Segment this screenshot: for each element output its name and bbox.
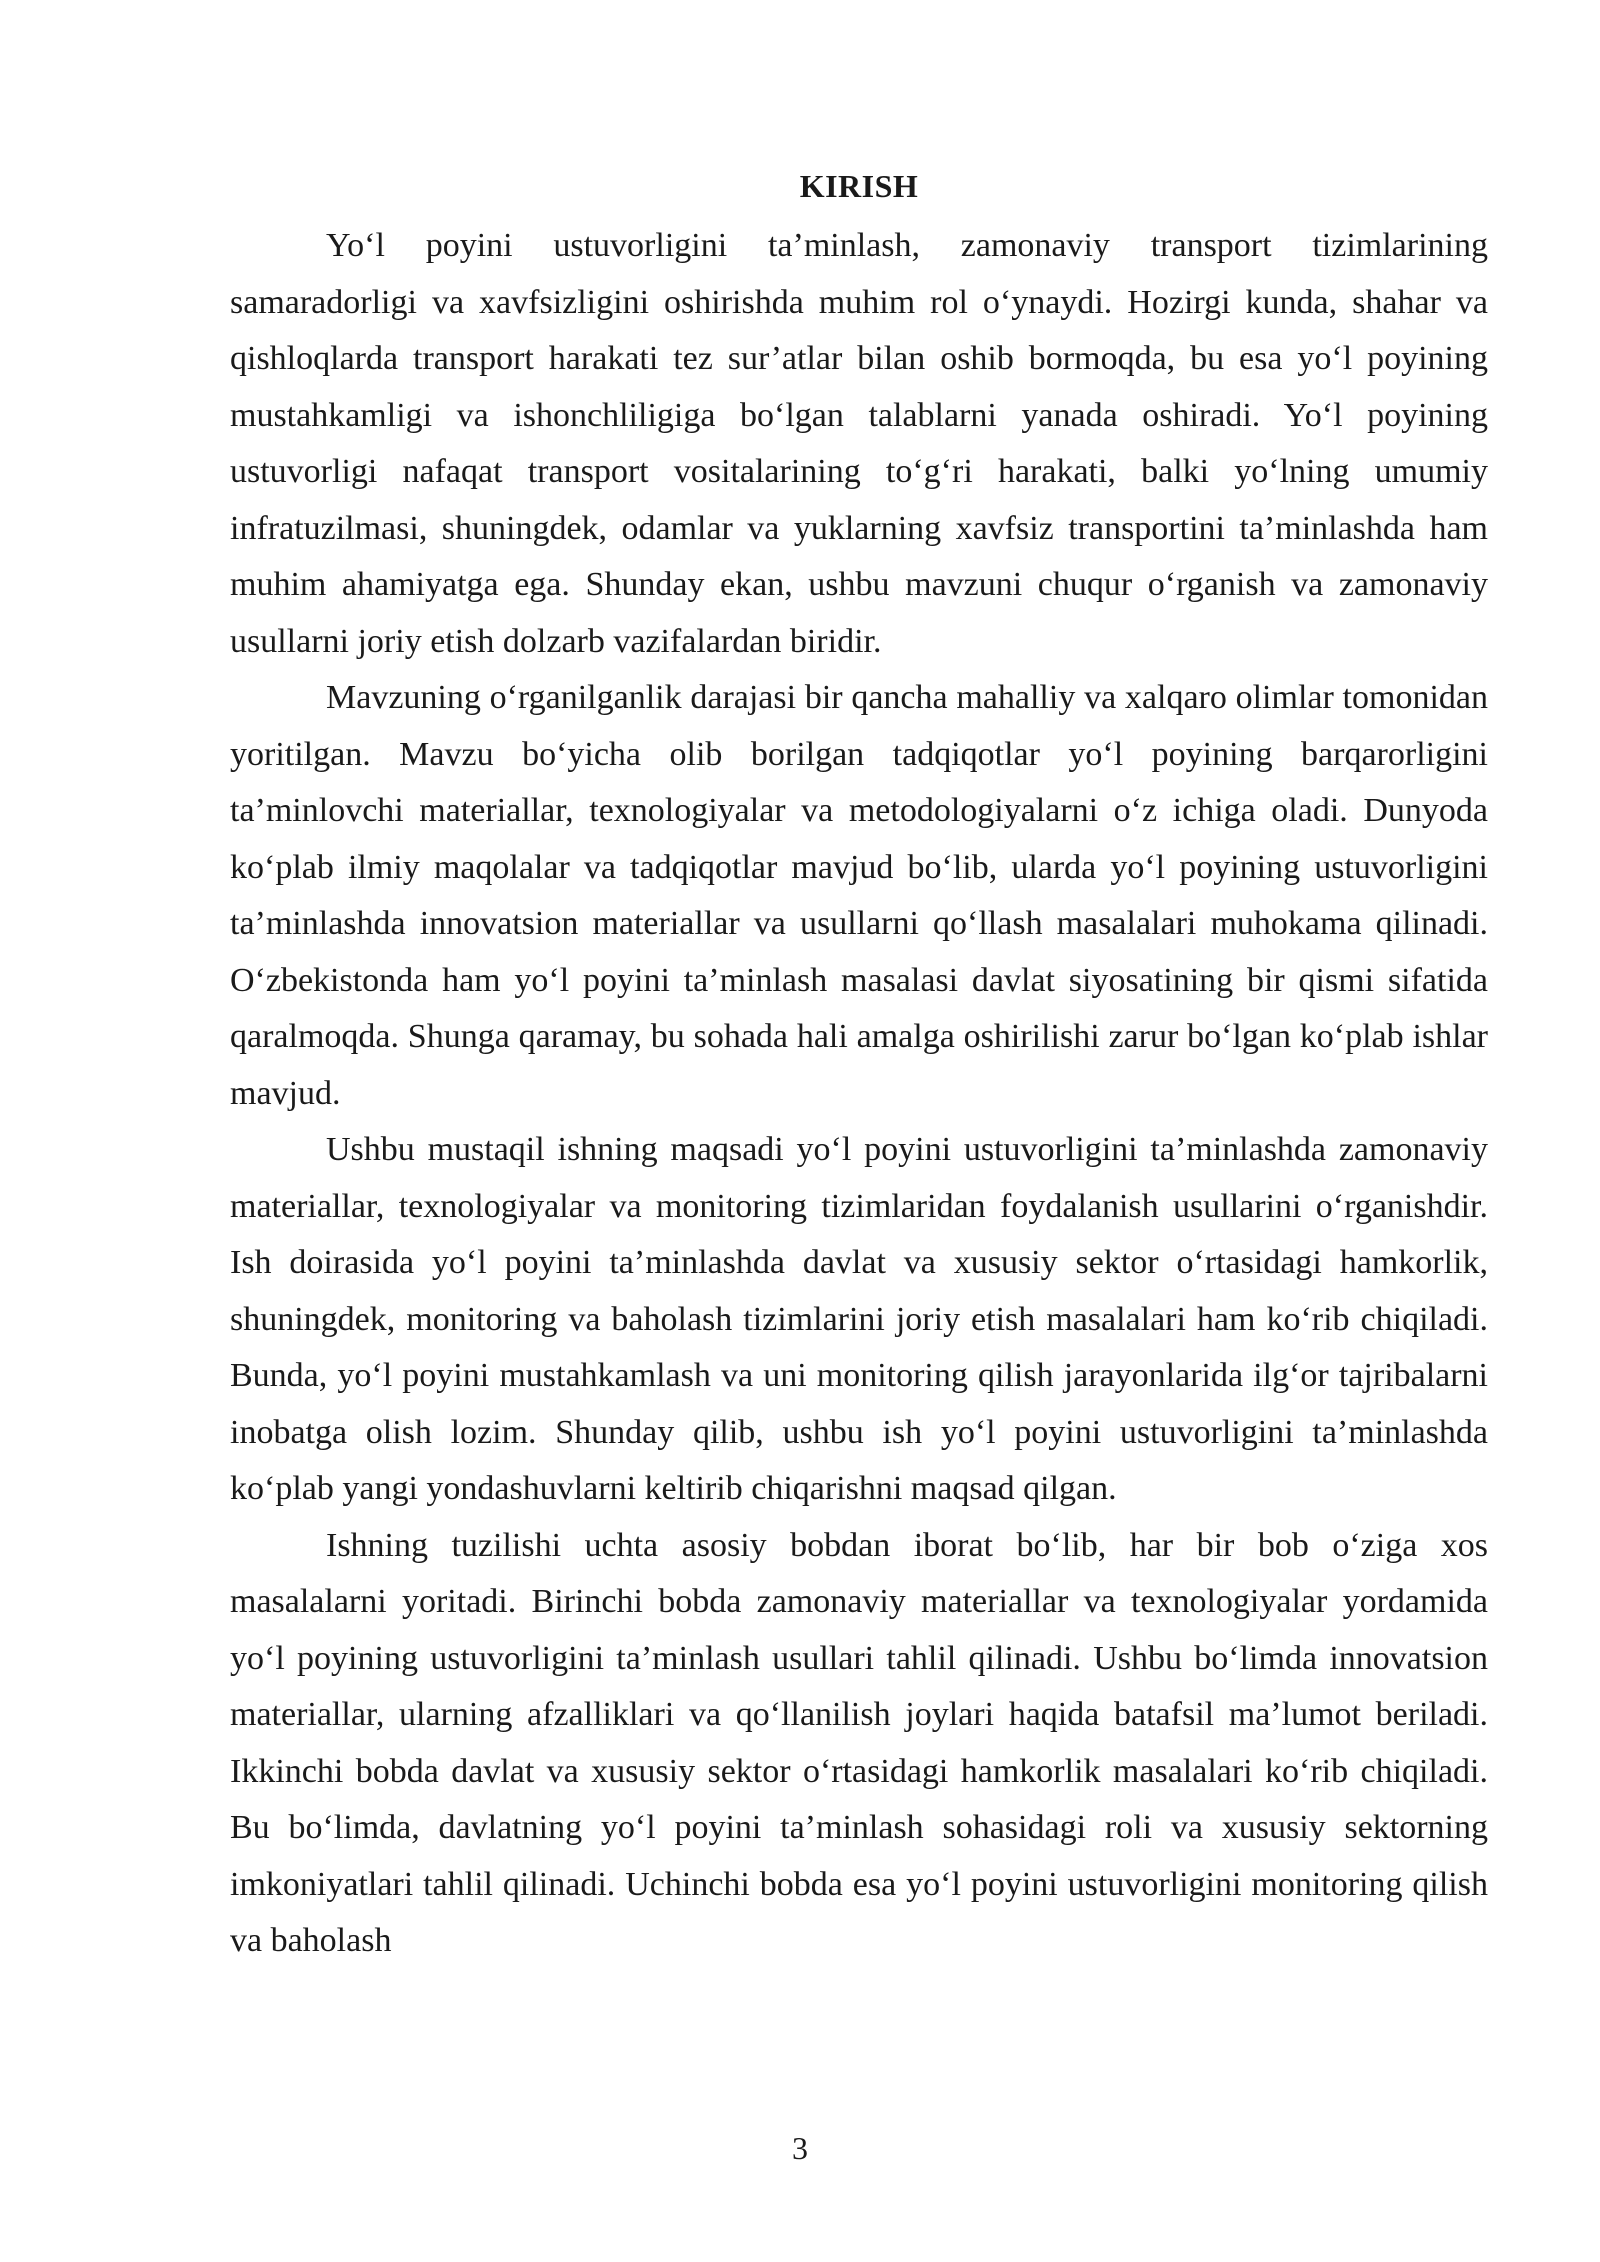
page-number: 3 — [792, 2130, 808, 2166]
section-heading: KIRISH — [799, 168, 919, 204]
paragraph-structure: Ishning tuzilishi uchta asosiy bobdan iborat bo‘lib, har bir bob o‘ziga xos masalalarni yoritadi. Birinchi bobda zamonaviy materiallar va texnologiyalar yordamida yo‘l poyining ustuvorligini ta’minlash usullari tahlil qilinadi. Ushbu bo‘limda innovatsion materiallar, ularning afzalliklari va qo‘llanilish joylari haqida batafsil ma’lumot beriladi. Ikkinchi bobda davlat va xususiy sektor o‘rtasidagi hamkorlik masalalari ko‘rib chiqiladi. Bu bo‘limda, davlatning yo‘l poyini ta’minlash sohasidagi roli va xususiy sektorning imkoniyatlari tahlil qilinadi. Uchinchi bobda esa yo‘l poyini ustuvorligini monitoring qilish va baholash — [230, 1526, 1488, 1959]
paragraph-intro: Yo‘l poyini ustuvorligini ta’minlash, zamonaviy transport tizimlarining samaradorligi va xavfsizligini oshirishda muhim rol o‘ynaydi. Hozirgi kunda, shahar va qishloqlarda transport harakati tez sur’atlar bilan oshib bormoqda, bu esa yo‘l poyining mustahkamligi va ishonchliligiga bo‘lgan talablarni yanada oshiradi. Yo‘l poyining ustuvorligi nafaqat transport vositalarining to‘g‘ri harakati, balki yo‘lning umumiy infratuzilmasi, shuningdek, odamlar va yuklarning xavfsiz transportini ta’minlashda ham muhim ahamiyatga ega. Shunday ekan, ushbu mavzuni chuqur o‘rganish va zamonaviy usullarni joriy etish dolzarb vazifalardan biridir. — [230, 227, 1488, 660]
paragraph-research-level: Mavzuning o‘rganilganlik darajasi bir qancha mahalliy va xalqaro olimlar tomonidan yoritilgan. Mavzu bo‘yicha olib borilgan tadqiqotlar yo‘l poyining barqarorligini ta’minlovchi materiallar, texnologiyalar va metodologiyalarni o‘z ichiga oladi. Dunyoda ko‘plab ilmiy maqolalar va tadqiqotlar mavjud bo‘lib, ularda yo‘l poyining ustuvorligini ta’minlashda innovatsion materiallar va usullarni qo‘llash masalalari muhokama qilinadi. O‘zbekistonda ham yo‘l poyini ta’minlash masalasi davlat siyosatining bir qismi sifatida qaralmoqda. Shunga qaramay, bu sohada hali amalga oshirilishi zarur bo‘lgan ko‘plab ishlar mavjud. — [230, 679, 1488, 1112]
page-body — [230, 162, 1488, 1970]
paragraph-goal: Ushbu mustaqil ishning maqsadi yo‘l poyini ustuvorligini ta’minlashda zamonaviy materiallar, texnologiyalar va monitoring tizimlaridan foydalanish usullarini o‘rganishdir. Ish doirasida yo‘l poyini ta’minlashda davlat va xususiy sektor o‘rtasidagi hamkorlik, shuningdek, monitoring va baholash tizimlarini joriy etish masalalari ham ko‘rib chiqiladi. Bunda, yo‘l poyini mustahkamlash va uni monitoring qilish jarayonlarida ilg‘or tajribalarni inobatga olish lozim. Shunday qilib, ushbu ish yo‘l poyini ustuvorligini ta’minlashda ko‘plab yangi yondashuvlarni keltirib chiqarishni maqsad qilgan. — [230, 1131, 1488, 1507]
